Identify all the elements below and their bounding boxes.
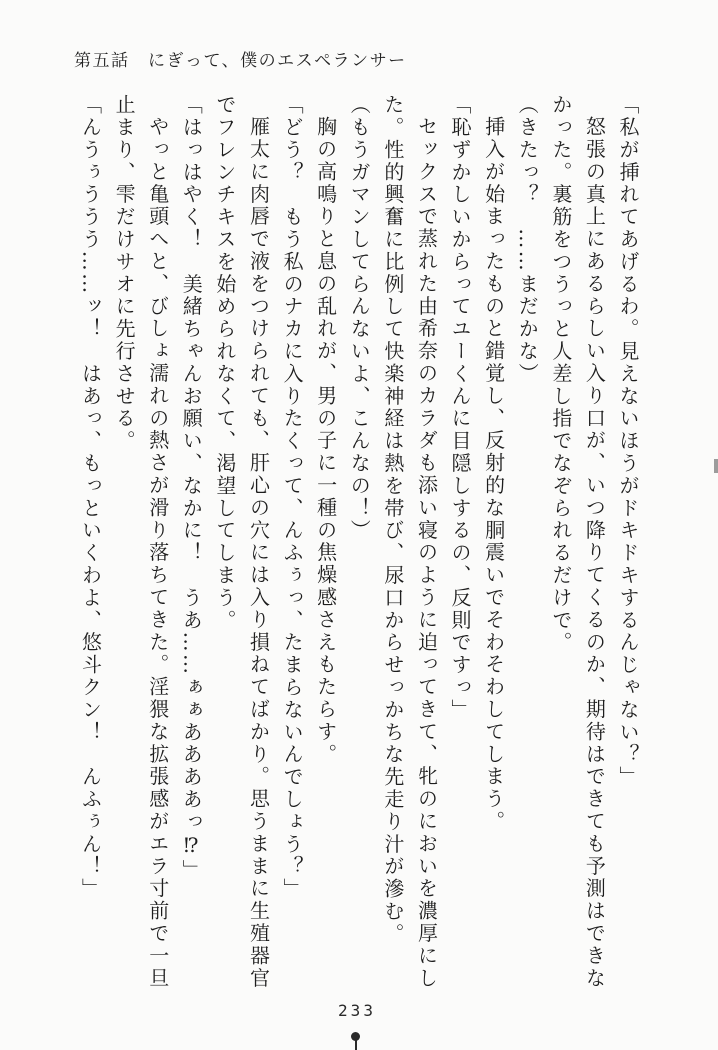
text-line: かった。裏筋をつうっと人差し指でなぞられるだけで。	[548, 94, 573, 654]
text-line: （きたっ？ ……まだかな）	[515, 94, 540, 386]
chapter-header: 第五話 にぎって、僕のエスペランサー	[74, 51, 407, 71]
text-line: 「んうぅううう……ッ！ はあっ、もっといくわよ、悠斗クン！ んふぅん！」	[78, 94, 103, 901]
text-line: 胸の高鳴りと息の乱れが、男の子に一種の焦燥感さえもたらす。	[313, 116, 338, 766]
text-line: 「どう？ もう私のナカに入りたくって、んふぅっ、たまらないんでしょう？」	[280, 94, 305, 901]
text-line: （もうガマンしてらんないよ、こんなの！）	[347, 94, 372, 542]
text-line: 雁太に肉唇で液をつけられても、肝心の穴には入り損ねてばかり。思うままに生殖器官	[246, 116, 271, 990]
text-line: 止まり、雫だけサオに先行させる。	[112, 94, 137, 453]
text-line: た。性的興奮に比例して快楽神経は熱を帯び、尿口からせっかちな先走り汁が滲む。	[380, 94, 405, 946]
scan-artifact	[714, 459, 718, 473]
body-text	[73, 94, 644, 1002]
text-line: やっと亀頭へと、びしょ濡れの熱さが滑り落ちてきた。淫猥な拡張感がエラ寸前で一旦	[145, 116, 170, 990]
text-line: 「恥ずかしいからってユーくんに目隠しするの、反則ですっ」	[448, 94, 473, 722]
text-line: 怒張の真上にあるらしい入り口が、いつ降りてくるのか、期待はできても予測はできな	[582, 116, 607, 990]
text-line: 挿入が始まったものと錯覚し、反射的な胴震いでそわそわしてしまう。	[481, 116, 506, 834]
text-line: セックスで蒸れた由希奈のカラダも添い寝のように迫ってきて、牝のにおいを濃厚にし	[414, 116, 439, 990]
binding-dot-icon	[351, 1032, 360, 1041]
text-line: 「私が挿れてあげるわ。見えないほうがドキドキするんじゃない？」	[616, 94, 640, 789]
text-line: 「はっはやく！ 美緒ちゃんお願い、なかに！ うあ……ぁぁああああっ⁉」	[179, 94, 204, 882]
page-number: 233	[338, 1001, 376, 1020]
text-line: でフレンチキスを始められなくて、渇望してしまう。	[212, 94, 237, 632]
